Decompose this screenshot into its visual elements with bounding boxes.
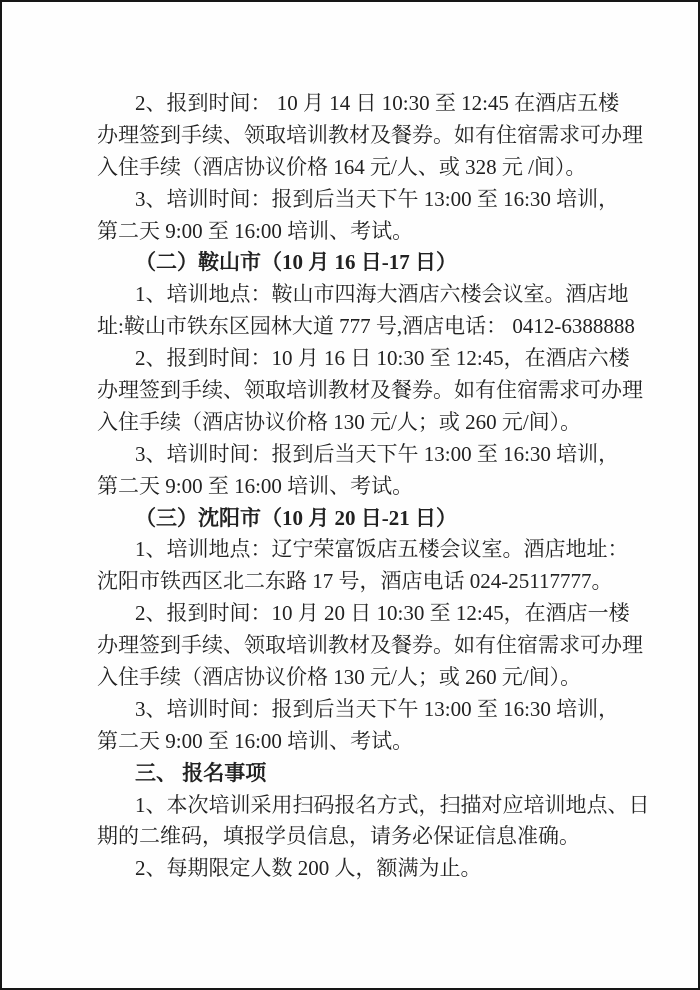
section-heading: （二）鞍山市（10 月 16 日-17 日） [135,250,457,275]
text-line: 入住手续（酒店协议价格 164 元/人、或 328 元 /间）。 [97,154,587,179]
text-line: 1、本次培训采用扫码报名方式，扫描对应培训地点、日 [135,792,650,817]
text-line: 第二天 9:00 至 16:00 培训、考试。 [97,218,414,243]
text-line: 1、培训地点：鞍山市四海大酒店六楼会议室。酒店地 [135,282,629,307]
section-heading: 三、 报名事项 [135,760,267,785]
text-line: 3、培训时间：报到后当天下午 13:00 至 16:30 培训， [135,186,620,211]
text-line: 入住手续（酒店协议价格 130 元/人；或 260 元/间）。 [97,409,582,434]
text-line: 办理签到手续、领取培训教材及餐券。如有住宿需求可办理 [97,378,643,403]
text-line: 2、报到时间： 10 月 14 日 10:30 至 12:45 在酒店五楼 [135,91,620,115]
section-heading: （三）沈阳市（10 月 20 日-21 日） [135,505,457,530]
text-line: 沈阳市铁西区北二东路 17 号，酒店电话 024-25117777。 [97,569,613,594]
text-line: 入住手续（酒店协议价格 130 元/人；或 260 元/间）。 [97,665,582,690]
text-line: 2、报到时间：10 月 16 日 10:30 至 12:45，在酒店六楼 [135,346,630,371]
text-line: 址:鞍山市铁东区园林大道 777 号,酒店电话： 0412-6388888 [97,314,635,339]
text-line: 第二天 9:00 至 16:00 培训、考试。 [97,728,414,753]
text-line: 1、培训地点：辽宁荣富饭店五楼会议室。酒店地址： [135,537,629,562]
document-body [97,88,650,885]
text-line: 期的二维码，填报学员信息，请务必保证信息准确。 [97,824,580,849]
text-line: 办理签到手续、领取培训教材及餐券。如有住宿需求可办理 [97,122,643,147]
text-line: 2、报到时间：10 月 20 日 10:30 至 12:45，在酒店一楼 [135,601,630,626]
text-line: 2、每期限定人数 200 人，额满为止。 [135,856,482,881]
text-line: 办理签到手续、领取培训教材及餐券。如有住宿需求可办理 [97,633,643,658]
text-line: 3、培训时间：报到后当天下午 13:00 至 16:30 培训， [135,696,620,721]
text-line: 第二天 9:00 至 16:00 培训、考试。 [97,473,414,498]
text-line: 3、培训时间：报到后当天下午 13:00 至 16:30 培训， [135,441,620,466]
